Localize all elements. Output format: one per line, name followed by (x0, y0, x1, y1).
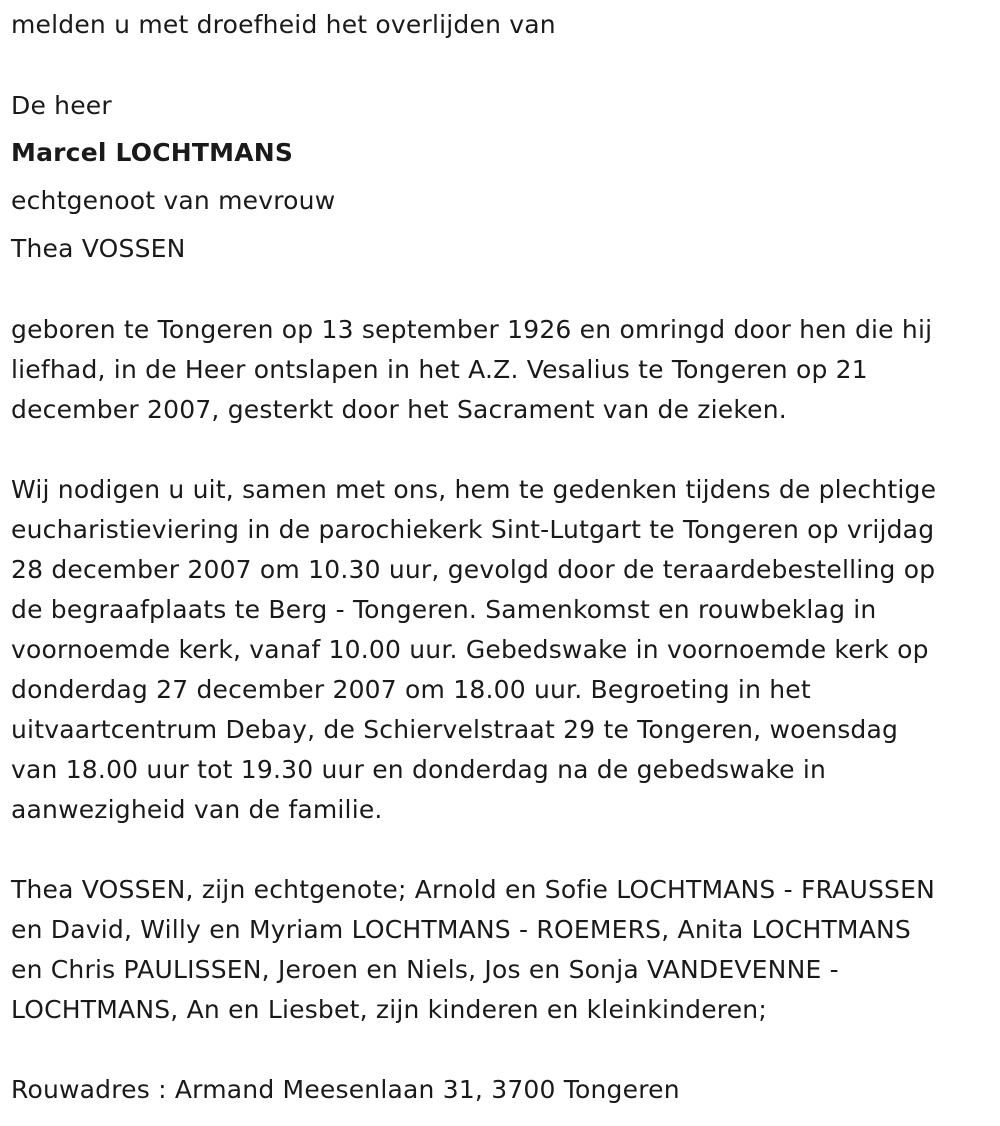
intro-text: melden u met droefheid het overlijden van (11, 10, 556, 39)
paragraph-line: van 18.00 uur tot 19.30 uur en donderdag na de gebedswake in (11, 755, 827, 784)
paragraph-line: Thea VOSSEN, zijn echtgenote; Arnold en Sofie LOCHTMANS - FRAUSSEN (11, 875, 935, 904)
paragraph-line: en David, Willy en Myriam LOCHTMANS - ROEMERS, Anita LOCHTMANS (11, 915, 911, 944)
paragraph-line: LOCHTMANS, An en Liesbet, zijn kinderen en kleinkinderen; (11, 995, 767, 1024)
paragraph-line: geboren te Tongeren op 13 september 1926 en omringd door hen die hij (11, 315, 933, 344)
paragraph-line: Wij nodigen u uit, samen met ons, hem te gedenken tijdens de plechtige (11, 475, 937, 504)
paragraph-line: donderdag 27 december 2007 om 18.00 uur. Begroeting in het (11, 675, 811, 704)
relation-text: echtgenoot van mevrouw (11, 186, 336, 215)
paragraph-line: de begraafplaats te Berg - Tongeren. Samenkomst en rouwbeklag in (11, 595, 877, 624)
deceased-name: Marcel LOCHTMANS (11, 138, 294, 167)
title-text: De heer (11, 91, 112, 120)
paragraph-line: liefhad, in de Heer ontslapen in het A.Z. Vesalius te Tongeren op 21 (11, 355, 868, 384)
paragraph-line: 28 december 2007 om 10.30 uur, gevolgd door de teraardebestelling op (11, 555, 936, 584)
paragraph-line: eucharistieviering in de parochiekerk Sint-Lutgart te Tongeren op vrijdag (11, 515, 935, 544)
paragraph-line: december 2007, gesterkt door het Sacrament van de zieken. (11, 395, 787, 424)
paragraph-line: en Chris PAULISSEN, Jeroen en Niels, Jos en Sonja VANDEVENNE - (11, 955, 839, 984)
mourning-address: Rouwadres : Armand Meesenlaan 31, 3700 Tongeren (11, 1075, 680, 1104)
paragraph-line: aanwezigheid van de familie. (11, 795, 383, 824)
paragraph-line: uitvaartcentrum Debay, de Schiervelstraat 29 te Tongeren, woensdag (11, 715, 899, 744)
paragraph-line: voornoemde kerk, vanaf 10.00 uur. Gebedswake in voornoemde kerk op (11, 635, 929, 664)
spouse-name: Thea VOSSEN (11, 234, 186, 263)
